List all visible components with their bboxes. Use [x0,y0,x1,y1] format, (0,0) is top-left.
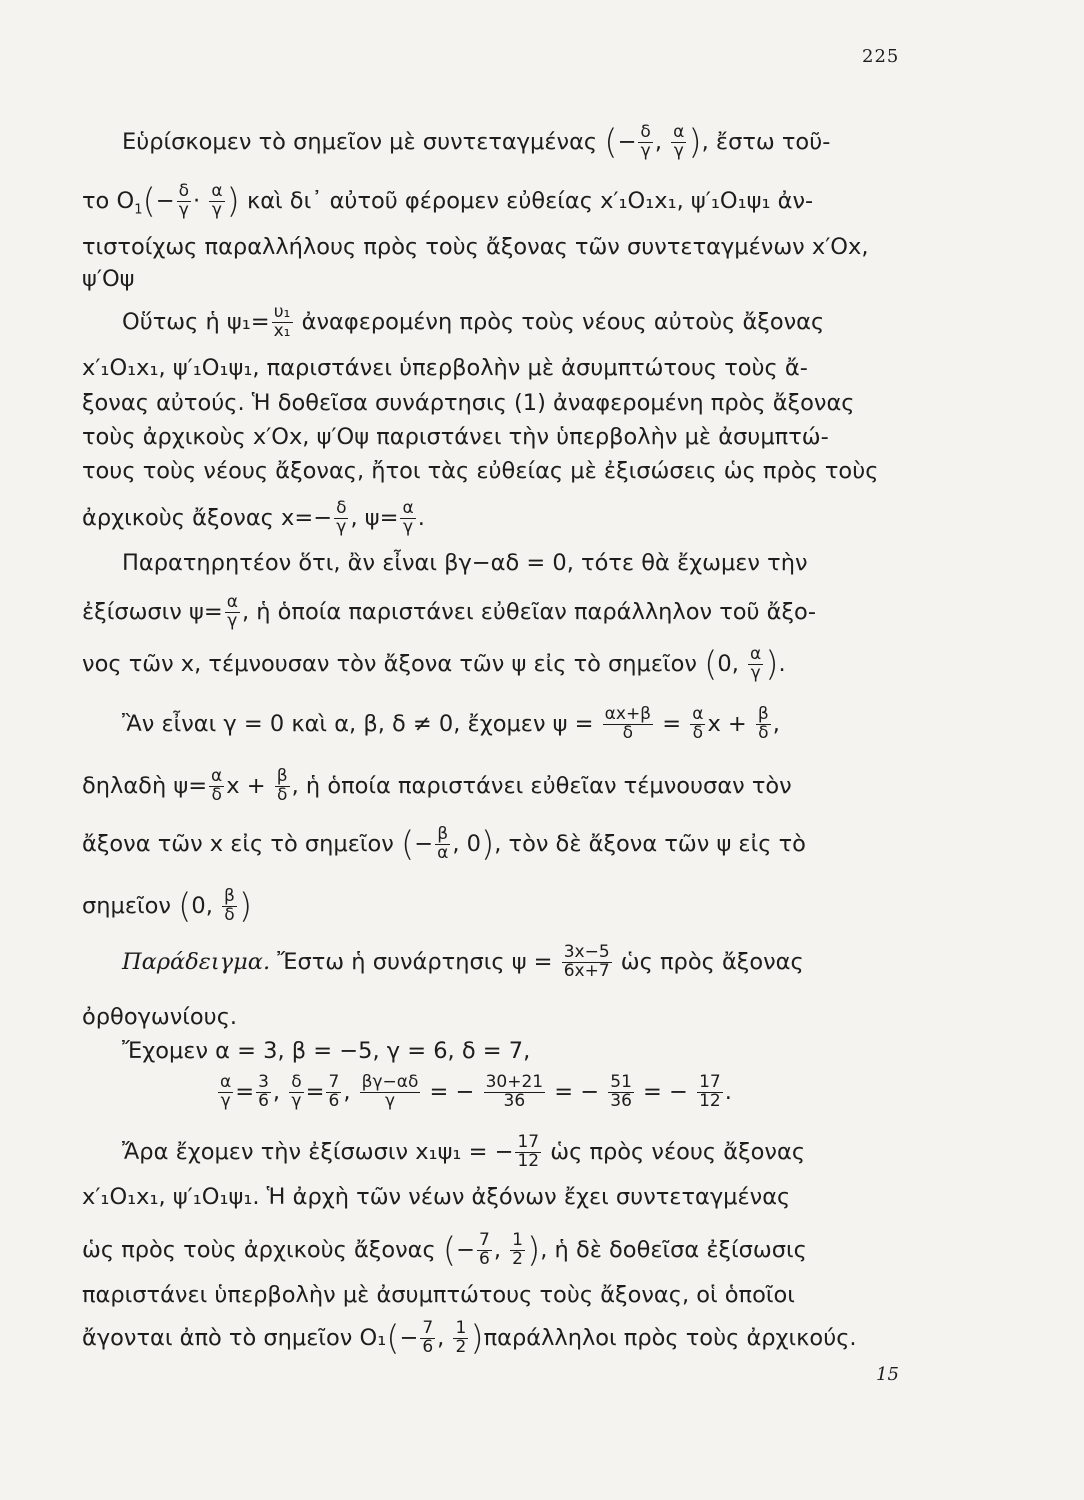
text-span: νος τῶν x, τέμνουσαν τὸν ἄξονα τῶν ψ εἰς τὸ σημεῖον [82,650,697,677]
fraction: $\frac{\alpha}{\delta}$ [692,704,704,743]
signature-mark: 15 [876,1364,899,1385]
text-span: = − [429,1078,475,1105]
fraction: $\frac{3}{6}$ [258,1072,269,1111]
text-span: = [662,710,682,737]
text-line-18 [122,944,804,981]
text-span: , 0 [452,830,481,857]
text-span: = [235,1078,255,1105]
text-span: 0, [191,892,213,919]
text-span: . [724,1078,732,1105]
text-span: ἐξίσωσιν ψ= [82,598,223,625]
text-span: , ἡ ὁποία παριστάνει εὐθεῖαν τέμνουσαν τὸν [291,772,792,799]
text-span: , τὸν δὲ ἄξονα τῶν ψ εἰς τὸ [494,830,806,857]
text-span: x + [226,772,266,799]
text-line-6: x′₁O₁x₁, ψ′₁O₁ψ₁, παριστάνει ὑπερβολὴν μὲ ἀσυμπτώτους τοὺς ἄ- [82,355,808,381]
fraction: $\frac{\alpha}{\gamma}$ [750,644,762,683]
fraction: $\frac{\alpha}{\delta}$ [211,766,223,805]
text-span: , ἡ δὲ δοθεῖσα ἐξίσωσις [540,1236,807,1263]
text-line-22 [122,1134,805,1171]
text-line-25: παριστάνει ὑπερβολὴν μὲ ἀσυμπτώτους τοὺς ἄξονας, οἱ ὁποῖοι [82,1282,795,1308]
text-span: Ἔστω ἡ συνάρτησις ψ = [277,948,553,975]
fraction: $\frac{\alpha}{\gamma}$ [220,1072,232,1111]
fraction: $\frac{\alpha}{\gamma}$ [402,498,414,537]
text-span: x + [707,710,747,737]
text-span: , ἔστω τοῦ- [701,128,831,155]
text-span: καὶ δι᾽ αὐτοῦ φέρομεν εὐθείας x′₁O₁x₁, ψ′₁O₁ψ₁ ἀν- [246,187,814,214]
text-line-10 [82,500,425,537]
text-line-16: ἄξονα τῶν x εἰς τὸ σημεῖον (− $\frac{\beta}{\alpha}$ , 0), τὸν δὲ ἄξονα τῶν ψ εἰς τὸ [82,824,806,865]
fraction: $\frac{7}{6}$ [479,1230,490,1269]
text-line-4: ψ′Oψ [82,266,135,292]
fraction: $\frac{3x-5}{6x+7}$ [563,942,610,981]
text-line-2: το $O_1(-$ $\frac{\delta}{\gamma}$ · $\frac{\alpha}{\gamma}$ ) καὶ δι᾽ αὐτοῦ φέρομεν εὐθείας x′₁O₁x₁, ψ′₁O₁ψ₁ ἀν- [82,181,814,222]
fraction: $\frac{17}{12}$ [517,1132,540,1171]
text-line-14 [122,706,780,743]
fraction: $\frac{17}{12}$ [699,1072,721,1111]
page-number: 225 [862,46,900,67]
text-line-9: τους τοὺς νέους ἄξονας, ἤτοι τὰς εὐθείας μὲ ἐξισώσεις ὡς πρὸς τοὺς [82,458,879,484]
text-line-3: τιστοίχως παραλλήλους πρὸς τοὺς ἄξονας τῶν συντεταγμένων x′Ox, [82,234,869,260]
fraction: $\frac{\delta}{\gamma}$ [291,1072,302,1111]
text-span: , [272,1078,281,1105]
fraction: $\frac{\beta}{\alpha}$ [437,824,449,863]
fraction: $\frac{30+21}{36}$ [485,1072,544,1111]
text-span: . [778,650,786,677]
text-line-23: x′₁O₁x₁, ψ′₁O₁ψ₁. Ἡ ἀρχὴ τῶν νέων ἀξόνων ἔχει συντεταγμένας [82,1184,791,1210]
text-line-26: ἄγονται ἀπὸ τὸ σημεῖον O₁(− $\frac{7}{6}$ , $\frac{1}{2}$ )παράλληλοι πρὸς τοὺς ἀρχικούς. [82,1318,857,1359]
text-line-15 [82,768,792,805]
text-span: ὡς πρὸς ἄξονας [620,948,804,975]
text-span: , ἡ ὁποία παριστάνει εὐθεῖαν παράλληλον τοῦ ἄξο- [241,598,816,625]
text-span: = [305,1078,325,1105]
text-span: σημεῖον [82,892,171,919]
fraction: $\frac{1}{2}$ [455,1318,467,1357]
text-line-20: Ἔχομεν α = 3, β = −5, γ = 6, δ = 7, [122,1038,531,1064]
fraction: $\frac{1}{2}$ [512,1230,523,1269]
fraction: $\frac{\text{υ₁}}{\text{x₁}}$ [273,302,291,341]
text-span: Ἄρα ἔχομεν τὴν ἐξίσωσιν x₁ψ₁ = − [122,1138,514,1165]
text-span: Οὕτως ἡ ψ₁= [122,308,270,335]
example-heading: Παράδειγμα. [122,948,271,975]
fraction: $\frac{7}{6}$ [328,1072,340,1111]
text-span: το O [82,187,135,214]
text-span: = − [554,1078,600,1105]
text-span: = − [643,1078,688,1105]
text-span: . [417,504,425,531]
fraction: $\frac{\beta}{\delta}$ [276,766,288,805]
text-line-19: ὀρθογωνίους. [82,1004,238,1030]
fraction: $\frac{\beta}{\delta}$ [757,704,769,743]
fraction: $\frac{\alpha}{\gamma}$ [211,181,223,220]
fraction: $\frac{51}{36}$ [610,1072,632,1111]
text-line-12 [82,594,816,631]
text-span: δηλαδὴ ψ= [82,772,208,799]
text-line-7: ξονας αὐτούς. Ἡ δοθεῖσα συνάρτησις (1) ἀναφερομένη πρὸς ἄξονας [82,390,855,416]
fraction: $\frac{\delta}{\gamma}$ [336,498,347,537]
fraction: $\frac{\delta}{\gamma}$ [640,122,651,161]
text-span: , [772,710,780,737]
text-line-1: Εὑρίσκομεν τὸ σημεῖον μὲ συντεταγμένας (− $\frac{\delta}{\gamma}$ , $\frac{\alpha}{\gamma}$ ), ἔστω τοῦ- [122,122,831,163]
text-span: , ψ= [350,504,399,531]
text-span: ἄγονται ἀπὸ τὸ σημεῖον O₁ [82,1324,387,1351]
fraction: $\frac{\alpha}{\gamma}$ [226,592,238,631]
fraction: $\frac{\beta\gamma-\alpha\delta}{\gamma}$ [361,1072,419,1111]
text-span: ἀρχικοὺς ἄξονας x=− [82,504,333,531]
text-span: 0, [717,650,739,677]
text-line-17: σημεῖον (0, $\frac{\beta}{\delta}$ ) [82,886,253,927]
fraction: $\frac{\beta}{\delta}$ [224,886,235,925]
text-span: παράλληλοι πρὸς τοὺς ἀρχικούς. [483,1324,857,1351]
text-span: Εὑρίσκομεν τὸ σημεῖον μὲ συντεταγμένας [122,128,598,155]
text-line-21 [216,1074,732,1111]
text-line-11: Παρατηρητέον ὅτι, ἂν εἶναι βγ−αδ = 0, τότε θὰ ἔχωμεν τὴν [122,550,808,576]
text-line-5 [122,304,824,341]
text-span: ἄξονα τῶν x εἰς τὸ σημεῖον [82,830,394,857]
text-span: ὡς πρὸς τοὺς ἀρχικοὺς ἄξονας [82,1236,436,1263]
text-span: ἀναφερομένη πρὸς τοὺς νέους αὐτοὺς ἄξονας [301,308,825,335]
text-span: , [343,1078,351,1105]
text-span: ὡς πρὸς νέους ἄξονας [550,1138,806,1165]
text-line-8: τοὺς ἀρχικοὺς x′Ox, ψ′Oψ παριστάνει τὴν ὑπερβολὴν μὲ ἀσυμπτώ- [82,424,829,450]
text-line-24: ὡς πρὸς τοὺς ἀρχικοὺς ἄξονας (− $\frac{7}{6}$ , $\frac{1}{2}$ ), ἡ δὲ δοθεῖσα ἐξίσωσις [82,1230,807,1271]
text-line-13: νος τῶν x, τέμνουσαν τὸν ἄξονα τῶν ψ εἰς τὸ σημεῖον (0, $\frac{\alpha}{\gamma}$ ). [82,644,786,685]
fraction: $\frac{\delta}{\gamma}$ [178,181,189,220]
fraction: $\frac{\alpha x+\beta}{\delta}$ [604,704,652,743]
text-span: Ἂν εἶναι γ = 0 καὶ α, β, δ ≠ 0, ἔχομεν ψ = [122,710,594,737]
fraction: $\frac{\alpha}{\gamma}$ [673,122,685,161]
fraction: $\frac{7}{6}$ [422,1318,434,1357]
